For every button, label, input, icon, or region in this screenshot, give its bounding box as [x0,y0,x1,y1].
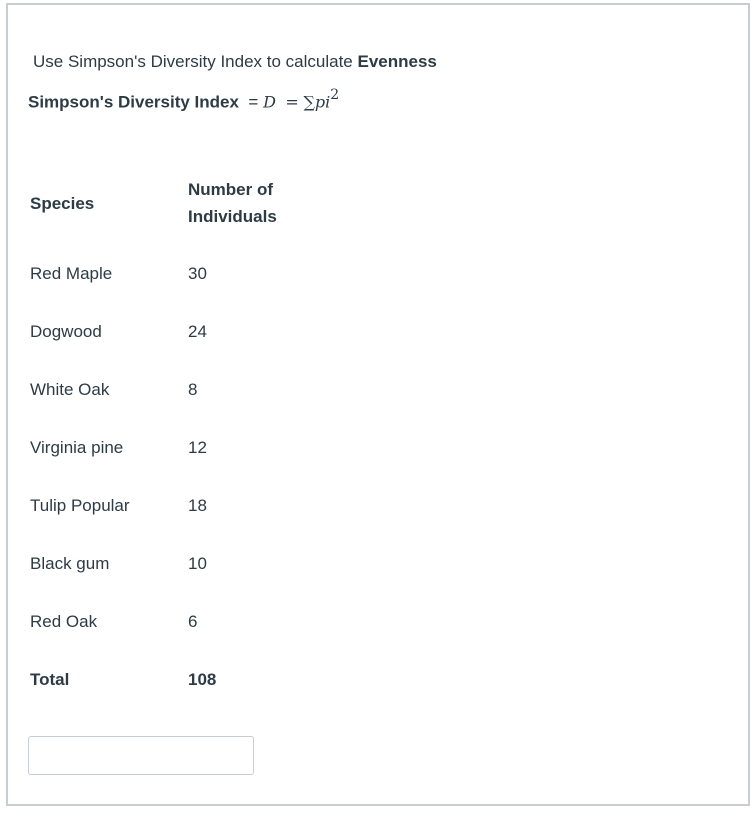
row-count: 24 [188,322,207,341]
row-count: 8 [188,380,198,399]
formula-d: D [263,92,276,112]
prompt-bold-term: Evenness [357,52,437,71]
formula-equals-1: = [248,92,259,112]
row-species: Red Maple [30,264,113,283]
row-count: 10 [188,554,207,573]
row-species: Black gum [30,554,110,573]
row-count: 6 [188,612,198,631]
row-species: White Oak [30,380,110,399]
row-count: 18 [188,496,207,515]
formula-equals-2: = [285,92,299,112]
row-species: Dogwood [30,322,102,341]
row-species: Virginia pine [30,438,124,457]
header-count-line2: Individuals [188,207,277,226]
question-panel [6,3,750,806]
formula-exponent: 2 [330,87,340,103]
total-label: Total [30,670,70,689]
row-species: Red Oak [30,612,98,631]
row-count: 12 [188,438,207,457]
formula-label: Simpson's Diversity Index [28,92,239,112]
header-species: Species [30,194,95,213]
row-species: Tulip Popular [30,496,130,515]
total-count: 108 [188,670,217,689]
header-count-line1: Number of [188,180,273,199]
formula-pi: pi [314,92,331,112]
prompt-text: Use Simpson's Diversity Index to calculate [33,52,358,71]
formula [28,89,339,113]
answer-input[interactable] [28,736,254,775]
sigma-symbol: ∑ [303,92,315,112]
row-count: 30 [188,264,207,283]
question-prompt [33,52,437,72]
